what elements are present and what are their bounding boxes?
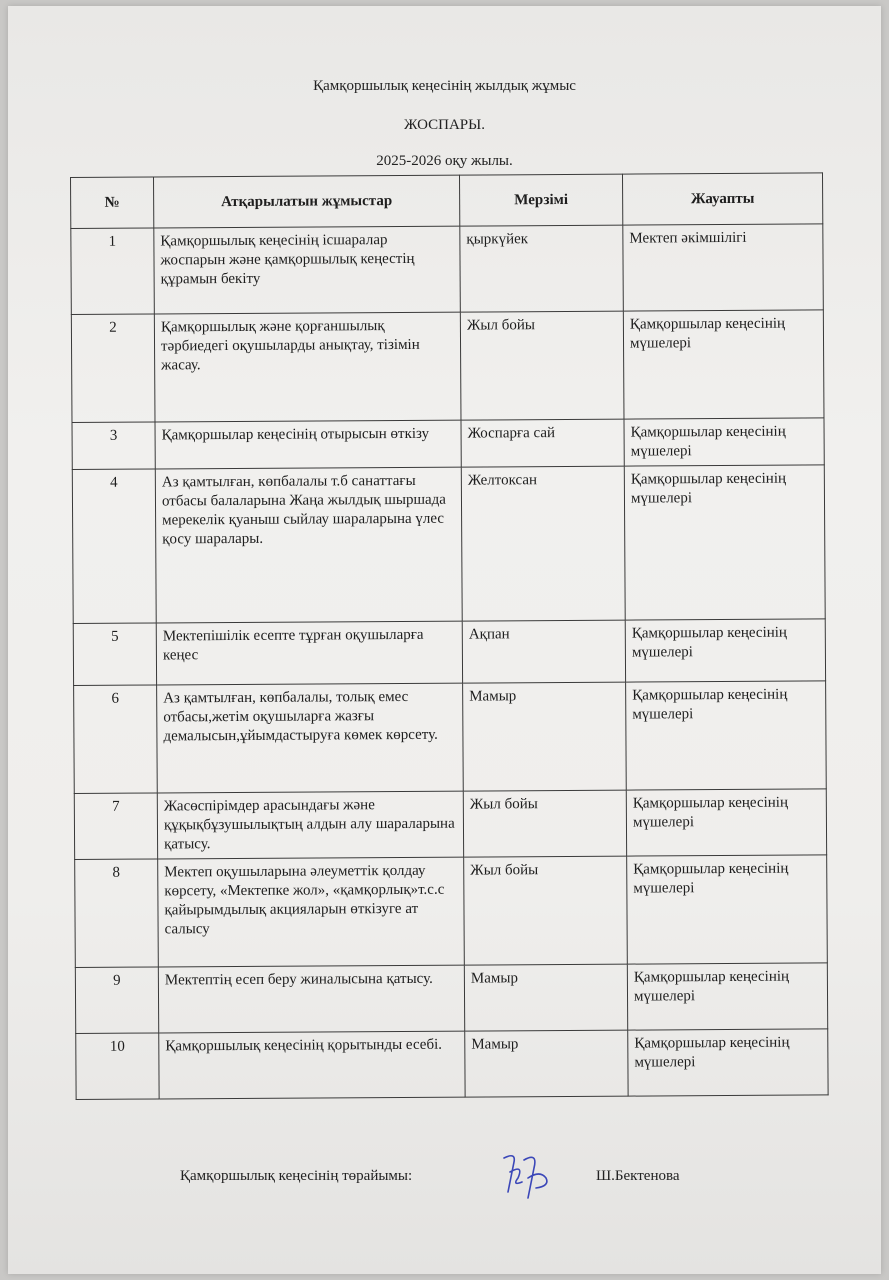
row-task: Қамқоршылық кеңесінің қорытынды есебі. [159,1031,465,1099]
work-plan-table [70,172,829,1100]
row-number: 6 [74,685,158,794]
row-task: Мектептің есеп беру жиналысына қатысу. [158,965,464,1033]
table-row [71,310,824,423]
table-row [74,681,827,794]
row-responsible: Қамқоршылар кеңесінің мүшелері [627,963,827,1030]
column-header-term: Мерзімі [459,174,622,226]
row-task: Мектеп оқушыларына әлеуметтік қолдау көрсету, «Мектепке жол», «қамқорлық»т.с.с қайырымдылық акцияларын өткізуге ат салысу [158,857,465,967]
table-row [71,224,824,315]
document-title-line-1: Қамқоршылық кеңесінің жылдық жұмыс [313,78,576,94]
row-responsible: Қамқоршылар кеңесінің мүшелері [625,619,825,682]
document-title-line-2: ЖОСПАРЫ. [404,117,485,133]
row-responsible: Қамқоршылар кеңесінің мүшелері [623,310,824,419]
table-row [76,1029,828,1100]
row-number: 10 [76,1033,159,1100]
row-responsible: Қамқоршылар кеңесінің мүшелері [627,855,828,964]
row-term: Ақпан [462,620,625,683]
row-term: қыркүйек [460,225,624,312]
signature-image [494,1148,558,1204]
row-term: Жыл бойы [464,856,628,965]
row-task: Жасөспірімдер арасындағы және құқықбұзушылықтың алдын алу шараларына қатысу. [157,791,463,859]
row-responsible: Қамқоршылар кеңесінің мүшелері [624,465,825,620]
row-responsible: Қамқоршылар кеңесінің мүшелері [624,418,824,466]
row-responsible: Қамқоршылар кеңесінің мүшелері [628,1029,828,1096]
row-term: Желтоксан [461,466,625,621]
row-task: Қамқоршылық кеңесінің ісшаралар жоспарын және қамқоршылық кеңестің құрамын бекіту [154,226,461,314]
table-row [72,465,825,624]
row-number: 3 [72,422,155,470]
table-row [74,789,826,860]
table-body [71,224,828,1100]
row-number: 5 [73,623,156,686]
table-row [75,963,827,1034]
row-number: 1 [71,228,155,315]
row-responsible: Мектеп әкімшілігі [623,224,824,311]
row-task: Аз қамтылған, көпбалалы, толық емес отбасы,жетім оқушыларға жазғы демалысын,ұйымдастыруға көмек көрсету. [157,683,464,793]
table-row [73,619,825,686]
row-term: Мамыр [465,1030,628,1097]
row-responsible: Қамқоршылар кеңесінің мүшелері [626,681,827,790]
row-number: 4 [72,469,156,624]
row-task: Аз қамтылған, көпбалалы т.б санаттағы отбасы балаларына Жаңа жылдық шыршада мерекелік қуаныш сыйлау шараларына үлес қосу шаралары. [155,467,462,623]
chair-name: Ш.Бектенова [596,1168,680,1184]
column-header-responsible: Жауапты [622,173,822,225]
row-task: Қамқоршылар кеңесінің отырысын өткізу [155,420,461,469]
academic-year: 2025-2026 оқу жылы. [376,153,513,169]
row-task: Қамқоршылық және қорғаншылық тәрбиедегі оқушыларды анықтау, тізімін жасау. [154,312,461,422]
row-term: Жыл бойы [460,311,624,420]
row-number: 7 [74,793,157,860]
row-responsible: Қамқоршылар кеңесінің мүшелері [626,789,826,856]
row-number: 2 [71,314,155,423]
column-header-number: № [71,177,154,229]
chair-label: Қамқоршылық кеңесінің төрайымы: [180,1168,413,1184]
table-row [75,855,828,968]
column-header-task: Атқарылатын жұмыстар [154,175,460,228]
row-term: Мамыр [463,682,627,791]
row-term: Мамыр [464,964,627,1031]
row-number: 9 [75,967,158,1034]
row-task: Мектепішілік есепте тұрған оқушыларға кеңес [156,621,462,685]
row-term: Жыл бойы [463,790,626,857]
row-term: Жоспарға сай [461,419,624,467]
row-number: 8 [75,859,159,968]
table-header-row [71,173,823,229]
table-row [72,418,824,470]
